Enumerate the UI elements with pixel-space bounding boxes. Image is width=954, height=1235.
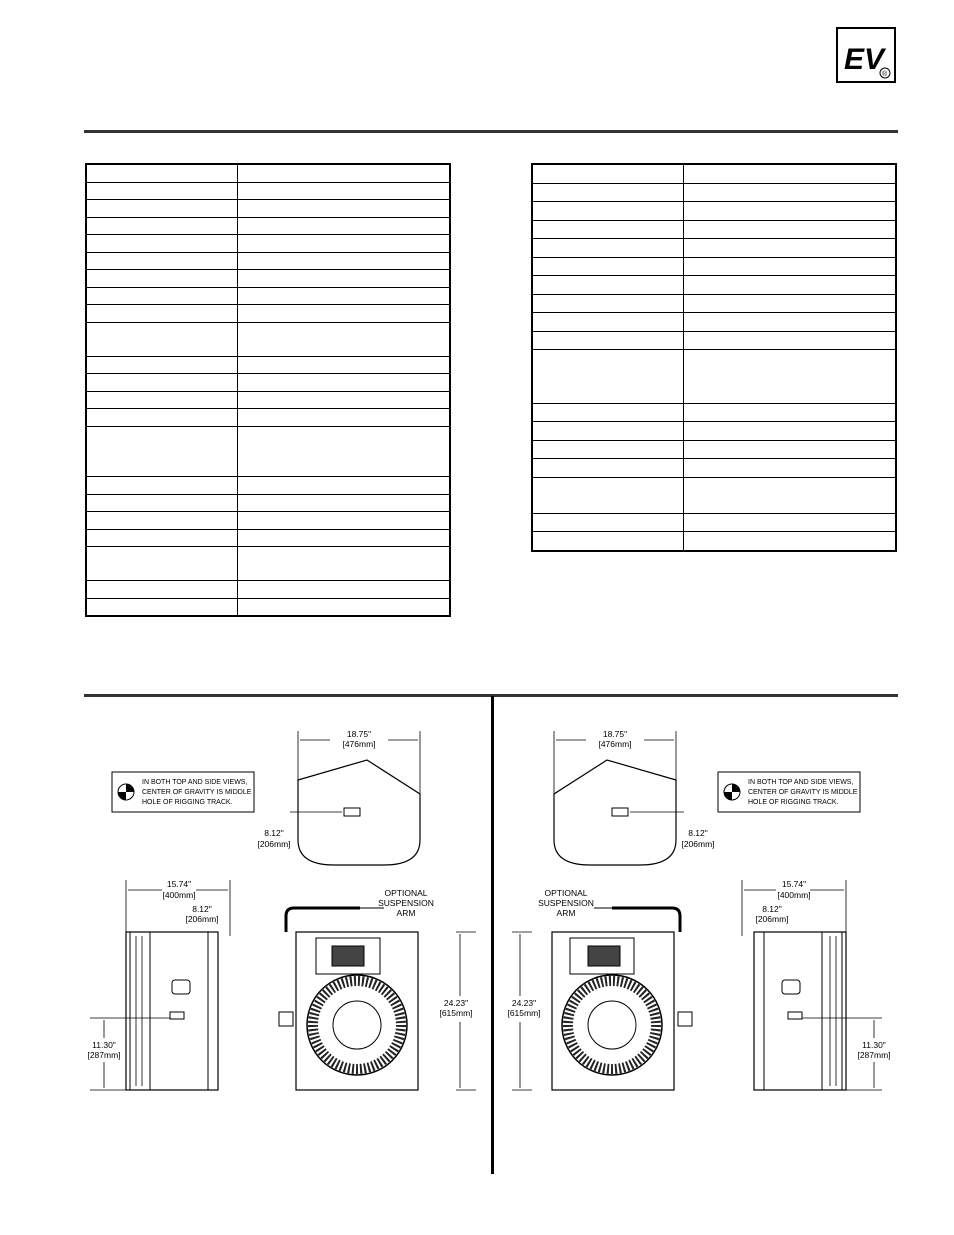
front-view (507, 888, 692, 1090)
spec-label-cell (86, 409, 238, 427)
spec-value-cell (238, 252, 451, 270)
spec-row (86, 494, 450, 512)
center-of-gravity-note (112, 772, 254, 812)
section-divider (491, 696, 494, 1174)
svg-text:CENTER OF GRAVITY IS MIDDLE: CENTER OF GRAVITY IS MIDDLE (142, 789, 252, 796)
spec-label-cell (532, 477, 684, 513)
svg-text:CENTER OF GRAVITY IS MIDDLE: CENTER OF GRAVITY IS MIDDLE (748, 789, 858, 796)
spec-label-cell (86, 356, 238, 374)
spec-value-cell (684, 294, 897, 313)
spec-label-cell (532, 532, 684, 551)
left-dimension-drawing (84, 700, 488, 1120)
svg-text:HOLE OF RIGGING TRACK.: HOLE OF RIGGING TRACK. (748, 799, 839, 806)
spec-value-cell (238, 477, 451, 495)
spec-row (86, 581, 450, 599)
spec-label-cell (532, 422, 684, 441)
spec-label-cell (86, 287, 238, 305)
spec-value-cell (684, 276, 897, 295)
spec-row (86, 529, 450, 547)
spec-label-cell (86, 322, 238, 356)
svg-text:8.12": 8.12" (192, 904, 212, 914)
spec-value-cell (238, 409, 451, 427)
spec-row (532, 257, 896, 276)
spec-row (86, 200, 450, 218)
spec-row (532, 239, 896, 258)
svg-text:[400mm]: [400mm] (777, 890, 811, 900)
svg-text:11.30": 11.30" (92, 1040, 116, 1050)
spec-row (86, 426, 450, 477)
spec-value-cell (684, 313, 897, 332)
svg-text:IN BOTH TOP AND SIDE VIEWS,: IN BOTH TOP AND SIDE VIEWS, (142, 779, 248, 786)
svg-text:[206mm]: [206mm] (755, 914, 789, 924)
spec-row (86, 164, 450, 182)
svg-text:ARM: ARM (396, 908, 416, 918)
front-view (279, 888, 476, 1090)
spec-label-cell (532, 183, 684, 202)
spec-value-cell (238, 547, 451, 581)
spec-label-cell (86, 512, 238, 530)
svg-text:15.74": 15.74" (781, 879, 807, 889)
spec-value-cell (684, 164, 897, 183)
spec-label-cell (532, 294, 684, 313)
spec-row (532, 513, 896, 532)
right-dimension-drawing (498, 700, 898, 1120)
spec-row (532, 202, 896, 221)
spec-value-cell (238, 217, 451, 235)
center-of-gravity-note (718, 772, 860, 812)
spec-label-cell (86, 477, 238, 495)
svg-text:HOLE OF RIGGING TRACK.: HOLE OF RIGGING TRACK. (142, 799, 233, 806)
spec-row (532, 294, 896, 313)
spec-row (86, 598, 450, 616)
svg-text:[206mm]: [206mm] (185, 914, 219, 924)
svg-text:IN BOTH TOP AND SIDE VIEWS,: IN BOTH TOP AND SIDE VIEWS, (748, 779, 854, 786)
spec-row (86, 287, 450, 305)
spec-label-cell (532, 331, 684, 350)
svg-text:[615mm]: [615mm] (439, 1008, 473, 1018)
spec-value-cell (684, 239, 897, 258)
svg-text:[206mm]: [206mm] (681, 839, 715, 849)
svg-text:SUSPENSION: SUSPENSION (538, 898, 594, 908)
spec-label-cell (86, 581, 238, 599)
spec-label-cell (86, 305, 238, 323)
spec-row (86, 217, 450, 235)
spec-label-cell (86, 494, 238, 512)
spec-value-cell (684, 459, 897, 478)
spec-value-cell (684, 183, 897, 202)
ev-logo-mark (838, 29, 894, 81)
svg-text:18.75": 18.75" (602, 729, 628, 739)
spec-value-cell (684, 350, 897, 404)
spec-value-cell (684, 257, 897, 276)
spec-row (532, 440, 896, 459)
spec-label-cell (532, 239, 684, 258)
spec-row (532, 532, 896, 551)
spec-value-cell (238, 287, 451, 305)
svg-text:OPTIONAL: OPTIONAL (544, 888, 588, 898)
spec-label-cell (532, 313, 684, 332)
spec-value-cell (238, 356, 451, 374)
spec-row (86, 305, 450, 323)
svg-text:EV: EV (844, 43, 885, 76)
spec-row (532, 422, 896, 441)
svg-text:11.30": 11.30" (862, 1040, 886, 1050)
ev-logo (836, 27, 896, 83)
spec-label-cell (86, 391, 238, 409)
spec-value-cell (684, 202, 897, 221)
spec-label-cell (532, 220, 684, 239)
spec-value-cell (238, 164, 451, 182)
spec-value-cell (684, 477, 897, 513)
svg-text:OPTIONAL: OPTIONAL (384, 888, 428, 898)
spec-value-cell (238, 305, 451, 323)
spec-value-cell (684, 331, 897, 350)
spec-row (532, 313, 896, 332)
spec-label-cell (532, 202, 684, 221)
spec-label-cell (86, 235, 238, 253)
svg-text:[206mm]: [206mm] (257, 839, 291, 849)
spec-value-cell (238, 494, 451, 512)
top-view (257, 729, 420, 865)
svg-text:[287mm]: [287mm] (857, 1050, 891, 1060)
spec-row (86, 374, 450, 392)
spec-label-cell (532, 164, 684, 183)
spec-label-cell (86, 529, 238, 547)
spec-row (532, 164, 896, 183)
spec-row (86, 270, 450, 288)
spec-value-cell (684, 220, 897, 239)
spec-value-cell (238, 182, 451, 200)
spec-value-cell (684, 532, 897, 551)
right-spec-table (531, 163, 897, 552)
spec-value-cell (238, 529, 451, 547)
spec-label-cell (86, 252, 238, 270)
spec-label-cell (532, 513, 684, 532)
spec-row (86, 547, 450, 581)
spec-label-cell (86, 426, 238, 477)
spec-row (86, 391, 450, 409)
svg-text:18.75": 18.75" (346, 729, 372, 739)
svg-text:[476mm]: [476mm] (342, 739, 376, 749)
svg-text:8.12": 8.12" (264, 828, 284, 838)
spec-value-cell (238, 270, 451, 288)
svg-text:24.23": 24.23" (511, 998, 537, 1008)
spec-row (86, 409, 450, 427)
spec-value-cell (238, 512, 451, 530)
spec-label-cell (532, 276, 684, 295)
spec-value-cell (238, 598, 451, 616)
spec-value-cell (684, 440, 897, 459)
spec-row (86, 252, 450, 270)
spec-value-cell (684, 513, 897, 532)
spec-row (86, 477, 450, 495)
spec-label-cell (86, 164, 238, 182)
spec-row (86, 322, 450, 356)
spec-value-cell (238, 581, 451, 599)
svg-text:[476mm]: [476mm] (598, 739, 632, 749)
spec-label-cell (86, 374, 238, 392)
svg-text:[615mm]: [615mm] (507, 1008, 541, 1018)
svg-text:ARM: ARM (556, 908, 576, 918)
spec-label-cell (86, 547, 238, 581)
spec-value-cell (238, 374, 451, 392)
spec-row (86, 512, 450, 530)
svg-text:SUSPENSION: SUSPENSION (378, 898, 434, 908)
spec-label-cell (532, 440, 684, 459)
spec-row (86, 235, 450, 253)
svg-text:15.74": 15.74" (166, 879, 192, 889)
spec-row (532, 403, 896, 422)
svg-text:[287mm]: [287mm] (87, 1050, 121, 1060)
spec-label-cell (532, 403, 684, 422)
svg-text:8.12": 8.12" (762, 904, 782, 914)
spec-value-cell (238, 200, 451, 218)
spec-row (532, 276, 896, 295)
spec-value-cell (684, 403, 897, 422)
spec-row (532, 331, 896, 350)
spec-label-cell (86, 270, 238, 288)
spec-value-cell (238, 322, 451, 356)
svg-text:®: ® (882, 71, 888, 78)
top-section-rule (84, 130, 898, 133)
spec-value-cell (238, 426, 451, 477)
spec-row (532, 350, 896, 404)
spec-value-cell (684, 422, 897, 441)
spec-value-cell (238, 235, 451, 253)
spec-label-cell (86, 200, 238, 218)
spec-label-cell (532, 459, 684, 478)
side-view (742, 879, 891, 1090)
svg-text:24.23": 24.23" (443, 998, 469, 1008)
spec-row (532, 459, 896, 478)
spec-label-cell (86, 217, 238, 235)
svg-text:8.12": 8.12" (688, 828, 708, 838)
side-view (87, 879, 230, 1090)
spec-row (532, 477, 896, 513)
spec-row (532, 220, 896, 239)
spec-row (86, 356, 450, 374)
spec-label-cell (532, 257, 684, 276)
top-view (554, 729, 715, 865)
left-spec-table (85, 163, 451, 617)
spec-row (86, 182, 450, 200)
spec-row (532, 183, 896, 202)
spec-label-cell (86, 182, 238, 200)
spec-label-cell (86, 598, 238, 616)
svg-text:[400mm]: [400mm] (162, 890, 196, 900)
spec-value-cell (238, 391, 451, 409)
spec-label-cell (532, 350, 684, 404)
